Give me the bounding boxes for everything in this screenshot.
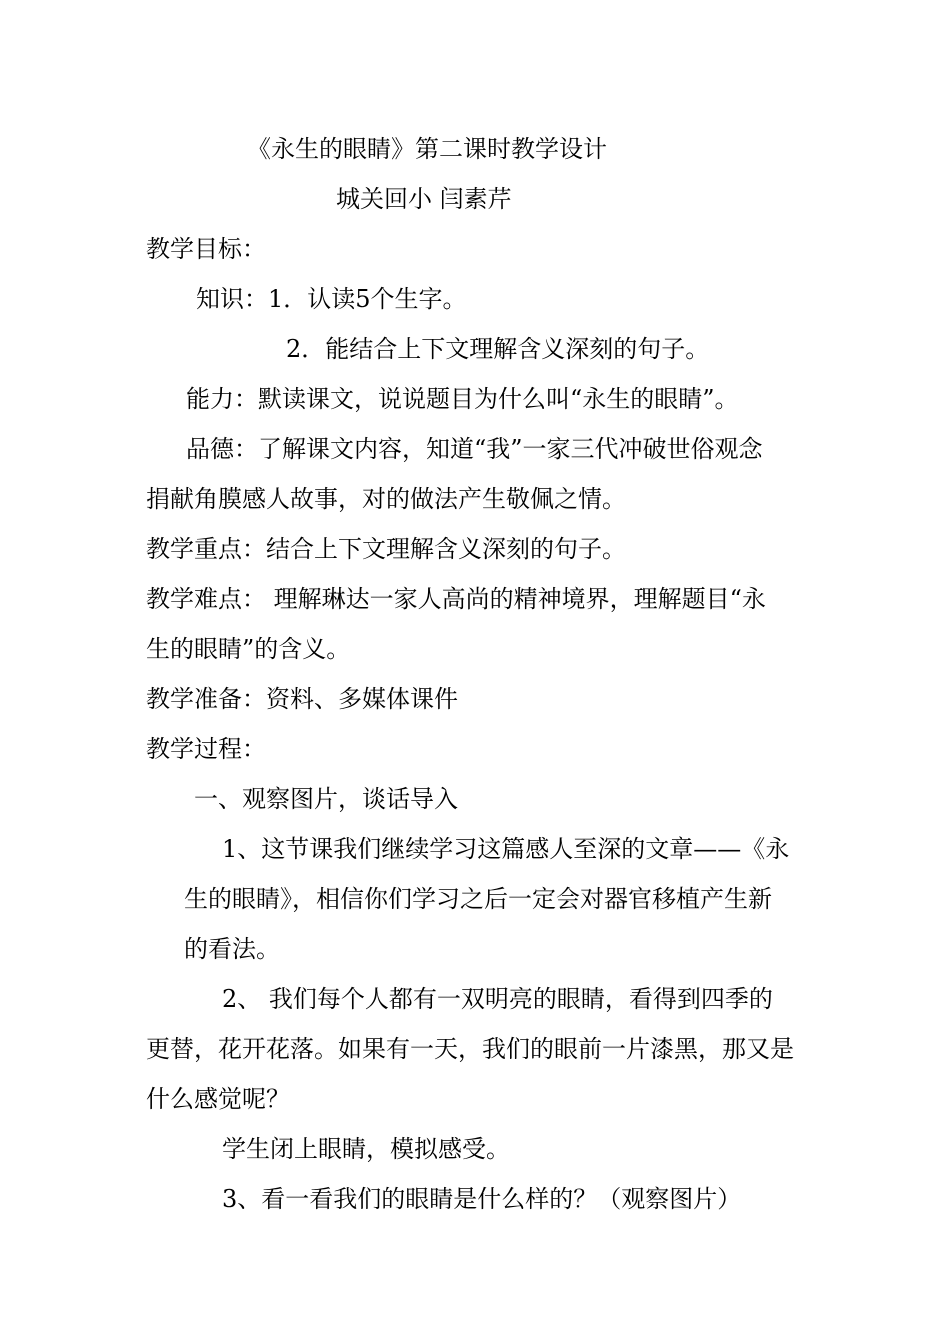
document-author: 城关回小 闫素芹 xyxy=(336,185,512,213)
text-line: 品德：了解课文内容，知道“我”一家三代冲破世俗观念 xyxy=(186,435,763,463)
document-title: 《永生的眼睛》第二课时教学设计 xyxy=(247,135,607,163)
text-line: 能力：默读课文，说说题目为什么叫“永生的眼睛”。 xyxy=(186,385,739,413)
text-line: 生的眼睛”的含义。 xyxy=(146,635,351,663)
text-line: 教学重点：结合上下文理解含义深刻的句子。 xyxy=(146,535,626,563)
text-line: 教学目标： xyxy=(146,235,266,263)
text-line: 1、这节课我们继续学习这篇感人至深的文章——《永 xyxy=(222,835,790,863)
text-line: 2．能结合上下文理解含义深刻的句子。 xyxy=(286,335,710,363)
text-line: 知识：1．认读5个生字。 xyxy=(196,285,467,313)
text-line: 教学难点： 理解琳达一家人高尚的精神境界，理解题目“永 xyxy=(146,585,766,613)
text-line: 学生闭上眼睛，模拟感受。 xyxy=(222,1135,510,1163)
text-line: 生的眼睛》，相信你们学习之后一定会对器官移植产生新 xyxy=(184,885,772,913)
text-line: 2、 我们每个人都有一双明亮的眼睛，看得到四季的 xyxy=(222,985,773,1013)
text-line: 3、看一看我们的眼睛是什么样的？（观察图片） xyxy=(222,1185,742,1213)
text-line: 捐献角膜感人故事，对的做法产生敬佩之情。 xyxy=(146,485,626,513)
text-line: 的看法。 xyxy=(184,935,280,963)
text-line: 更替，花开花落。如果有一天，我们的眼前一片漆黑，那又是 xyxy=(146,1035,794,1063)
text-line: 一、观察图片，谈话导入 xyxy=(194,785,458,813)
text-line: 教学过程： xyxy=(146,735,266,763)
text-line: 教学准备：资料、多媒体课件 xyxy=(146,685,458,713)
text-line: 什么感觉呢？ xyxy=(146,1085,290,1113)
